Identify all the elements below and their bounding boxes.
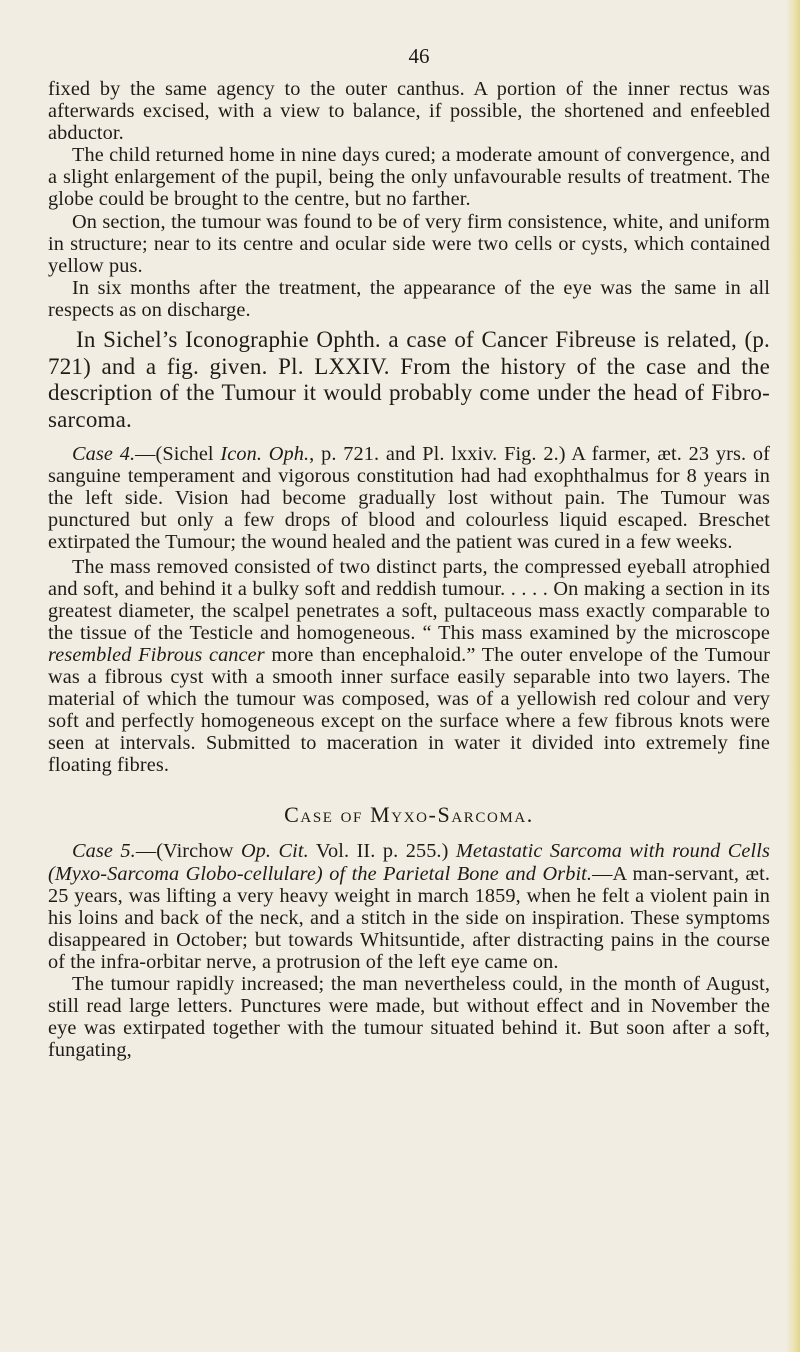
case-5-label: Case 5. <box>72 840 136 863</box>
case-5-ref-title: Op. Cit. <box>240 840 309 863</box>
book-page <box>48 0 770 1061</box>
case-4-ref-title: Icon. Oph. <box>220 443 310 466</box>
paragraph-section: On section, the tumour was found to be of very firm consistence, white, and uniform in structure; near to its centre and ocular side were two cells or cysts, which contained yellow pus. <box>48 210 770 277</box>
paragraph-sichel: In Sichel’s Iconographie Ophth. a case of Cancer Fibreuse is related, (p. 721) and a fig. given. Pl. LXXIV. From the history of the case and the description of the Tumour it would probably come under the head of Fibro-sarcoma. <box>48 327 770 432</box>
paragraph-tumour-increased: The tumour rapidly increased; the man nevertheless could, in the month of August, still read large letters. Punctures were made, but without effect and in November the eye was extirpated together with the tumour situated behind it. But soon after a soft, fungating, <box>48 973 770 1062</box>
case-5-ref-open: —(Virchow <box>135 840 241 863</box>
paragraph-mass-removed <box>48 556 770 777</box>
case-5-title: Metastatic Sarcoma with round Cells (Myxo-Sarcoma Globo-cellulare) of the Parietal Bone and Orbit. <box>48 840 771 885</box>
page-number: 46 <box>408 44 430 68</box>
paragraph-case-4 <box>48 443 770 553</box>
page-edge <box>786 0 800 1352</box>
mass-removed-italic: resembled Fibrous cancer <box>48 643 265 666</box>
case-5-ref-close: Vol. II. p. 255.) <box>308 840 456 863</box>
case-4-label: Case 4. <box>72 443 136 466</box>
case-4-body: , p. 721. and Pl. lxxiv. Fig. 2.) A farmer, æt. 23 yrs. of sanguine temperament and vigorous constitution had had exophthalmus for 8 years in the left side. Vision had become gradually lost without pain. The Tumour was punctured but only a few drops of blood and colourless liquid escaped. Breschet extirpated the Tumour; the wound healed and the patient was cured in a few weeks. <box>48 443 770 554</box>
mass-removed-after: more than encephaloid.” The outer envelope of the Tumour was a fibrous cyst with a smooth inner surface easily separable into two layers. The material of which the tumour was composed, was of a yellowish red colour and very soft and perfectly homogeneous except on the surface where a few fibrous knots were seen at intervals. Submitted to maceration in water it divided into extremely fine floating fibres. <box>48 643 770 777</box>
case-4-ref-open: —(Sichel <box>135 443 221 466</box>
paragraph-continuation: fixed by the same agency to the outer canthus. A portion of the inner rectus was afterwards excised, with a view to balance, if possible, the shortened and enfeebled abductor. <box>48 78 770 145</box>
mass-removed-before: The mass removed consisted of two distinct parts, the compressed eyeball atrophied and soft, and behind it a bulky soft and reddish tumour. . . . . On making a section in its greatest diameter, the scalpel penetrates a soft, pultaceous mass exactly comparable to the tissue of the Testicle and homogeneous. “ This mass examined by the microscope <box>48 555 770 644</box>
paragraph-six-months: In six months after the treatment, the appearance of the eye was the same in all respects as on discharge. <box>48 276 770 321</box>
section-heading: Case of Myxo-Sarcoma. <box>284 802 534 828</box>
paragraph-outcome: The child returned home in nine days cured; a moderate amount of convergence, and a slight enlargement of the pupil, being the only unfavourable results of treatment. The globe could be brought to the centre, but no farther. <box>48 144 770 211</box>
paragraph-case-5 <box>48 840 770 973</box>
case-5-body: —A man-servant, æt. 25 years, was lifting a very heavy weight in march 1859, when he felt a violent pain in his loins and back of the neck, and a stitch in the side on inspiration. These symptoms disappeared in October; but towards Whitsuntide, after distracting pains in the course of the infra-orbitar nerve, a protrusion of the left eye came on. <box>48 862 771 973</box>
